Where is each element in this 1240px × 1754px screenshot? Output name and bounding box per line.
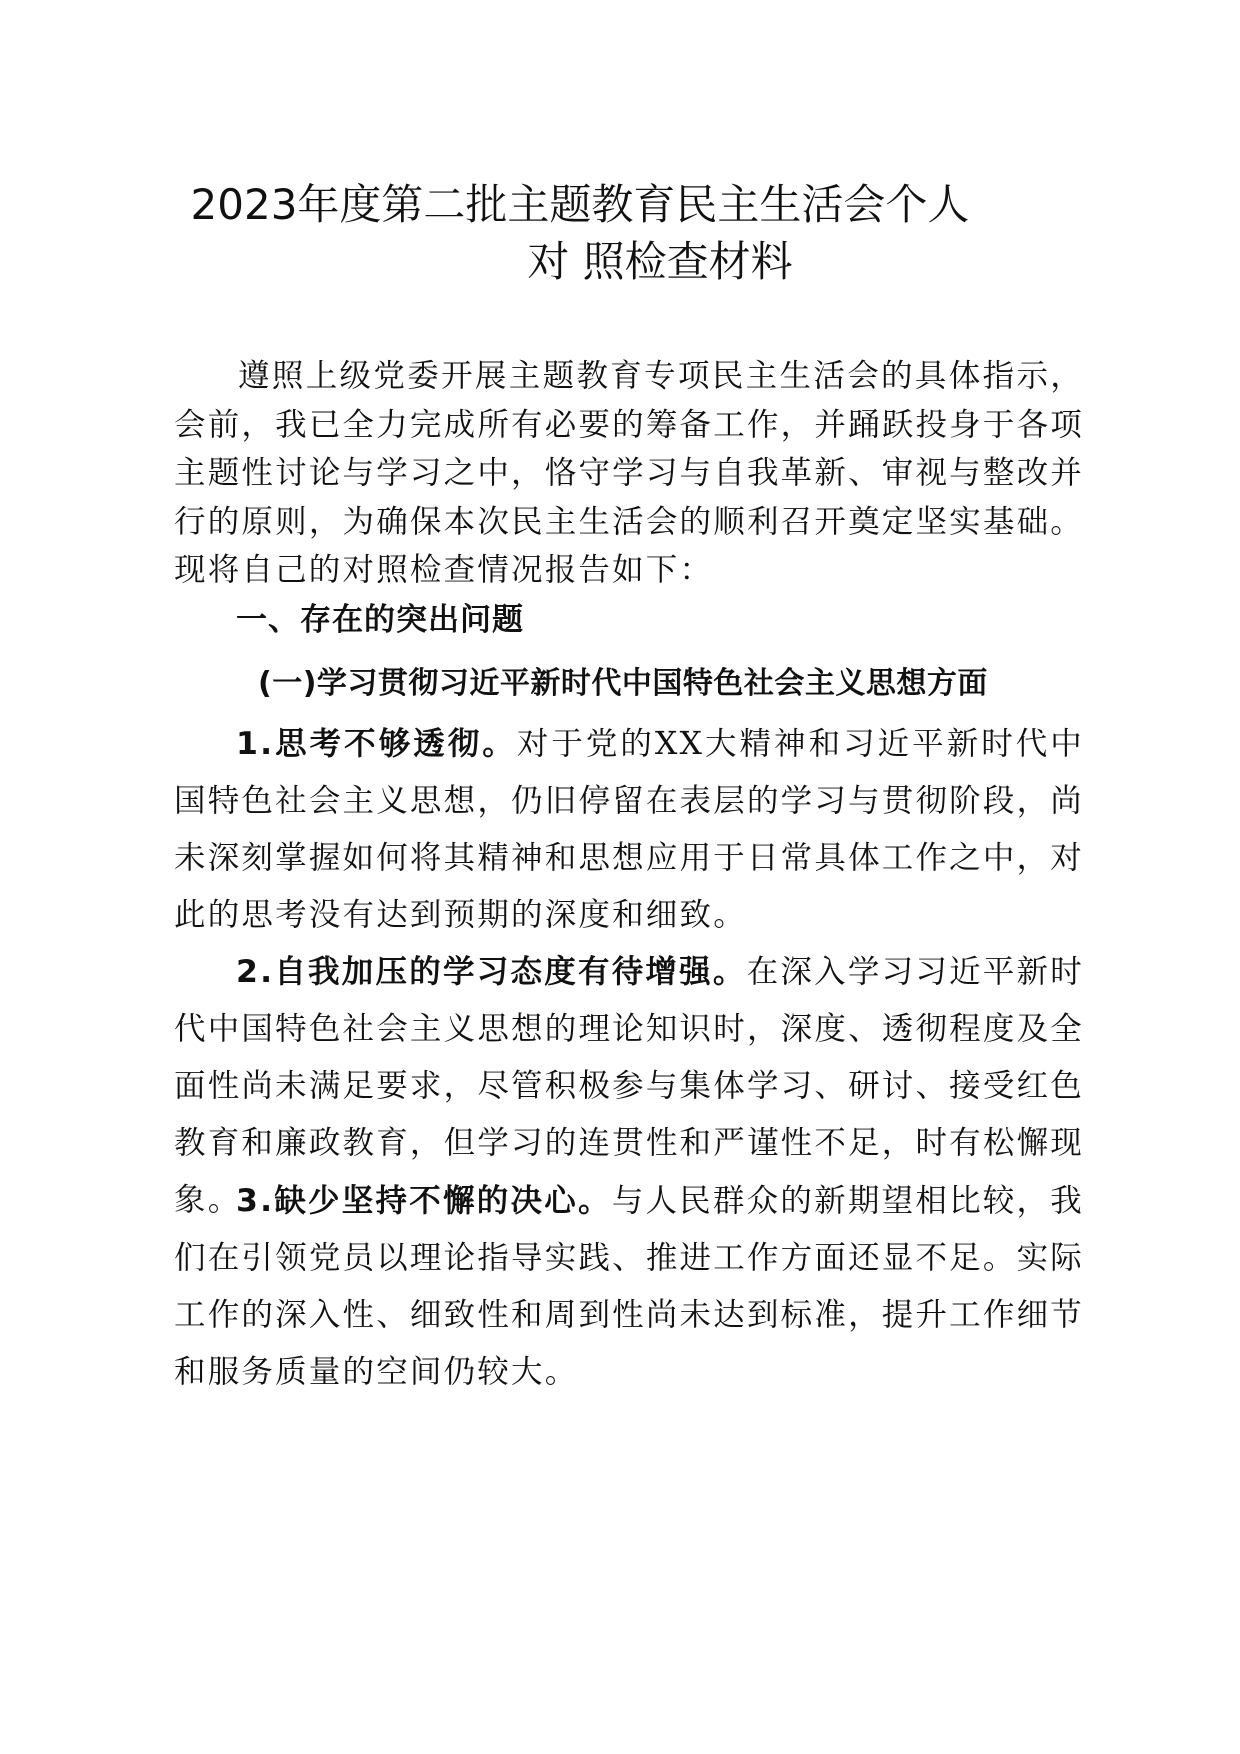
issue-item-2-lead: 2.自我加压的学习态度有待增强。 <box>236 954 747 990</box>
document-title-line2: 对 照检查材料 <box>527 237 793 286</box>
issue-item-3 <box>174 1173 1084 1401</box>
issue-item-1 <box>174 716 1084 944</box>
document-title-line1: 2023年度第二批主题教育民主生活会个人 <box>190 180 970 229</box>
issue-item-1-lead: 1.思考不够透彻。 <box>236 726 517 762</box>
issue-item-1-body: 对于党的XX大精神和习近平新时代中国特色社会主义思想，仍旧停留在表层的学习与贯彻阶段，尚未深刻掌握如何将其精神和思想应用于日常具体工作之中，对此的思考没有达到预期的深度和细致。 <box>174 726 1084 933</box>
issue-item-2-body: 在深入学习习近平新时代中国特色社会主义思想的理论知识时，深度、透彻程度及全面性尚未满足要求，尽管积极参与集体学习、研讨、接受红色教育和廉政教育，但学习的连贯性和严谨性不足，时有松懈现象。 <box>174 954 1084 1218</box>
issue-item-3-lead: 3.缺少坚持不懈的决心。 <box>236 1183 612 1219</box>
subsection-heading: (一)学习贯彻习近平新时代中国特色社会主义思想方面 <box>258 666 988 701</box>
section-heading: 一、存在的突出问题 <box>236 602 524 638</box>
issue-item-3-body: 与人民群众的新期望相比较，我们在引领党员以理论指导实践、推进工作方面还显不足。实际工作的深入性、细致性和周到性尚未达到标准，提升工作细节和服务质量的空间仍较大。 <box>174 1183 1084 1390</box>
intro-paragraph: 遵照上级党委开展主题教育专项民主生活会的具体指示，会前，我已全力完成所有必要的筹备工作，并踊跃投身于各项主题性讨论与学习之中，恪守学习与自我革新、审视与整改并行的原则，为确保本次民主生活会的顺利召开奠定坚实基础。现将自己的对照检查情况报告如下： <box>174 358 1084 588</box>
